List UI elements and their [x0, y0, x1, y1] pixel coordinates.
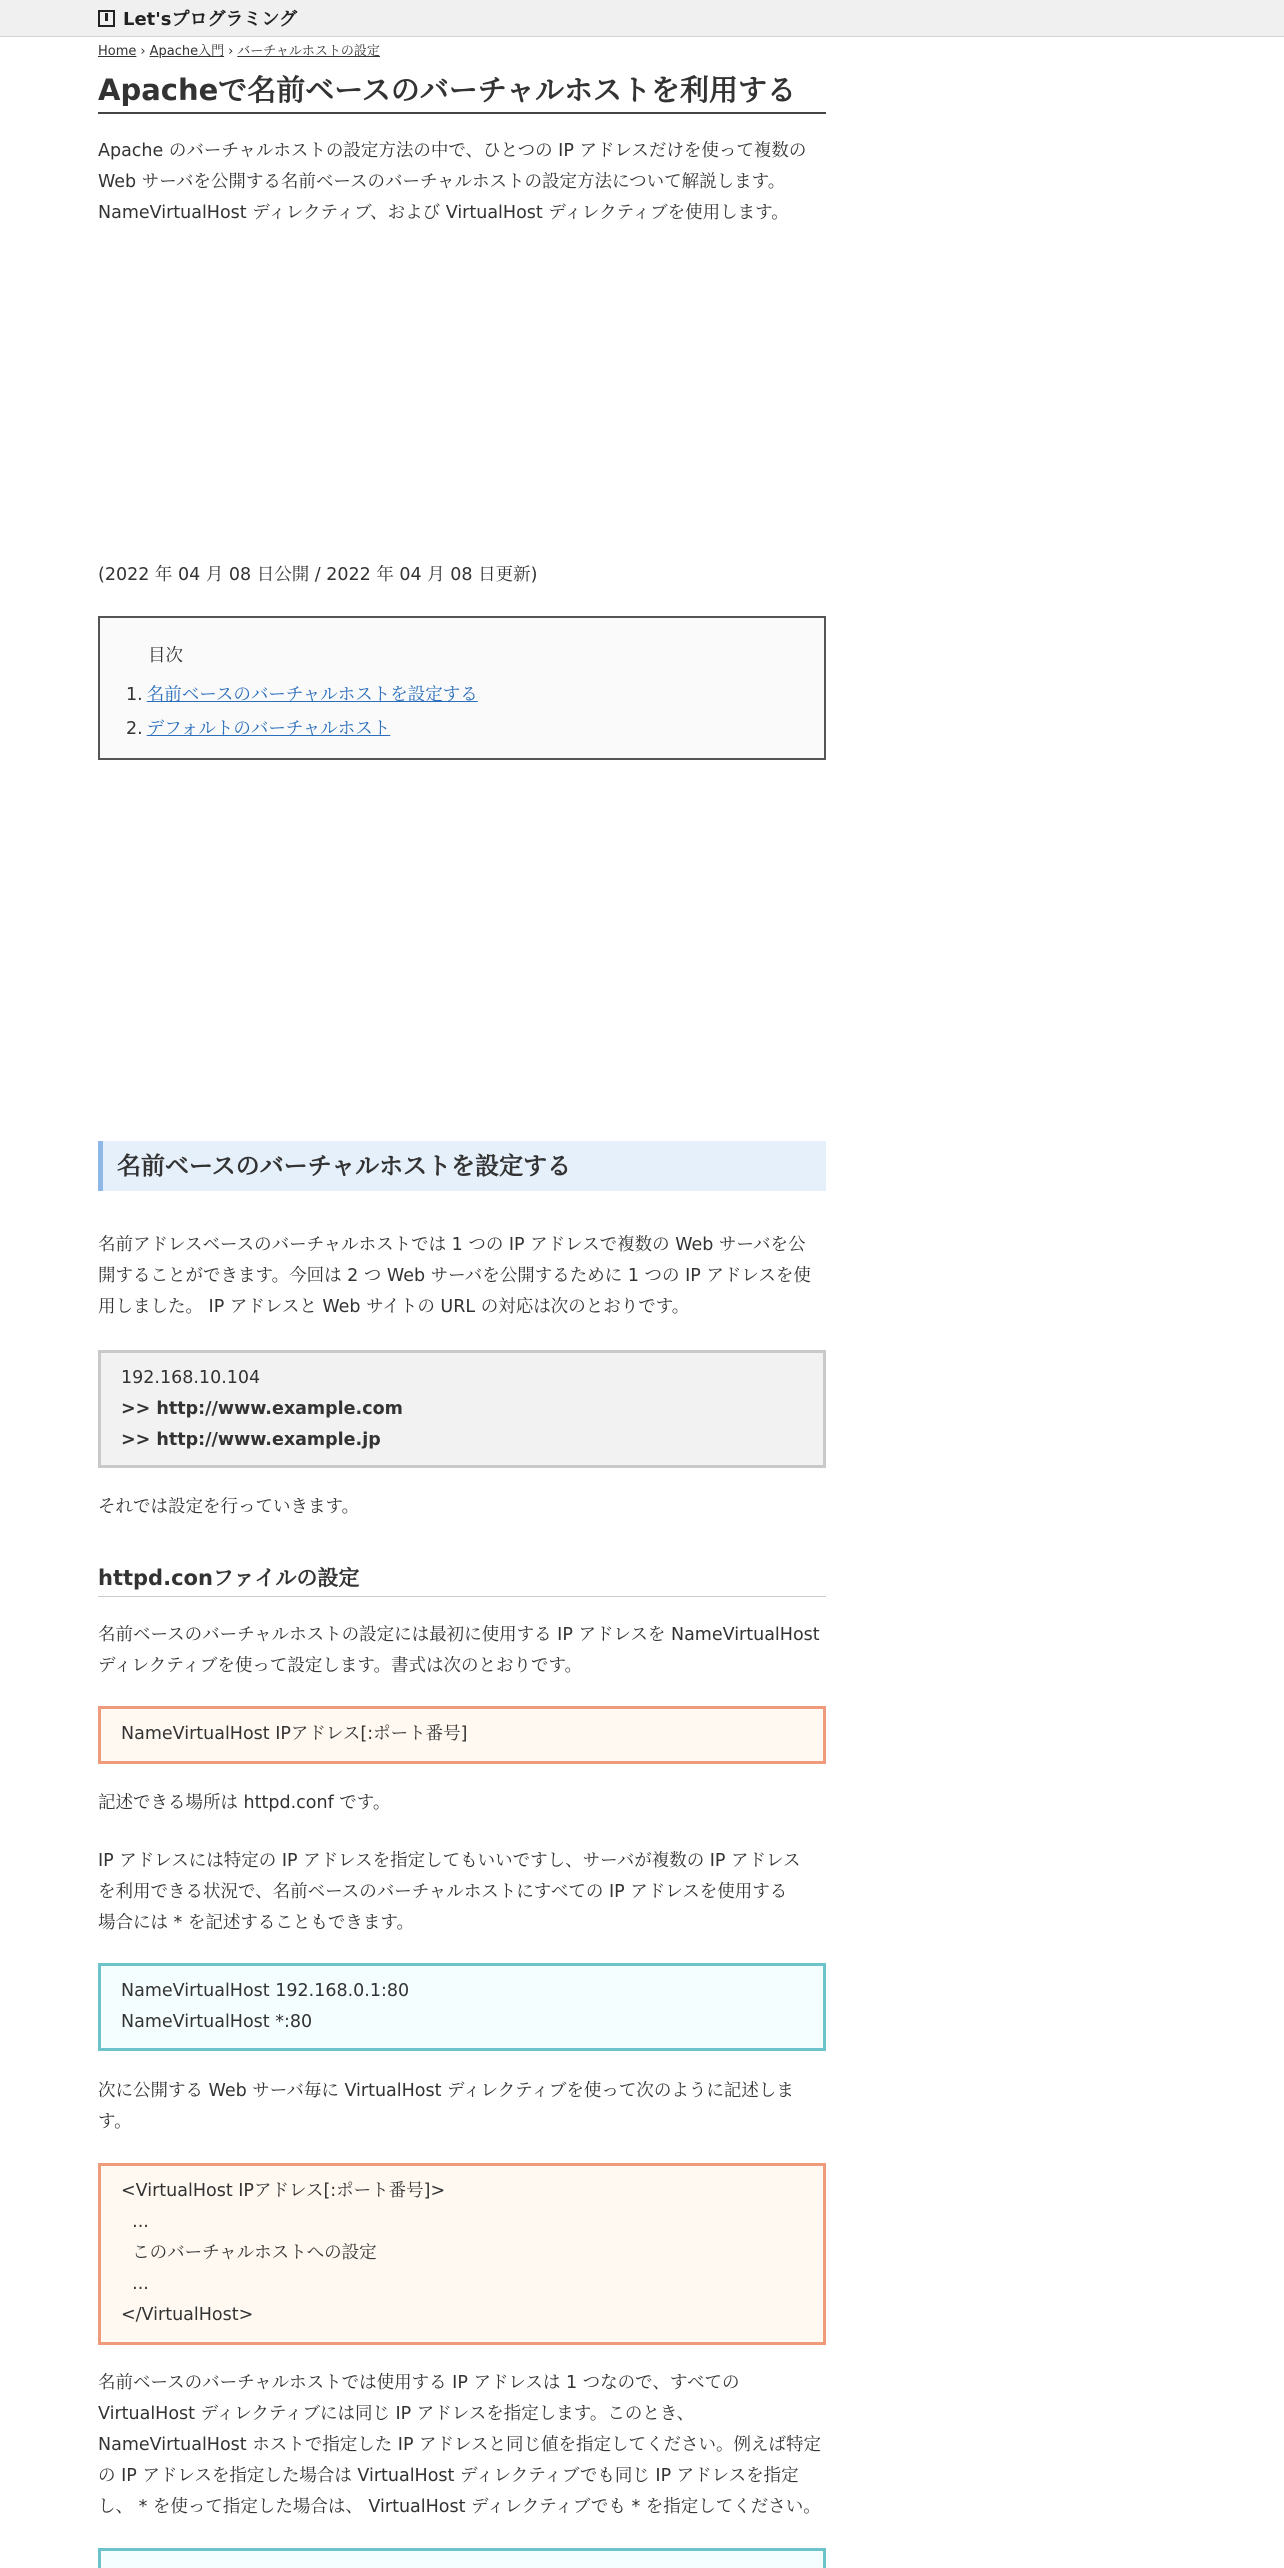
breadcrumb-current[interactable]: バーチャルホストの設定 — [237, 44, 380, 59]
paragraph-line: 開することができます。今回は 2 つ Web サーバを公開するために 1 つの IP アドレスを使 — [98, 1266, 811, 1286]
paragraph-line: 次に公開する Web サーバ毎に VirtualHost ディレクティブを使って次のように記述しま — [98, 2081, 794, 2101]
site-name: Let'sプログラミング — [123, 9, 298, 30]
breadcrumb-separator: › — [228, 44, 234, 59]
paragraph-line: の IP アドレスを指定した場合は VirtualHost ディレクティブでも同じ IP アドレスを指定 — [98, 2466, 799, 2486]
section-paragraph — [98, 1492, 826, 1523]
page-title: Apacheで名前ベースのバーチャルホストを利用する — [98, 70, 826, 114]
example-code-box — [98, 1963, 826, 2051]
intro-paragraph — [98, 136, 826, 229]
paragraph-line: ディレクティブを使って設定します。書式は次のとおりです。 — [98, 1656, 583, 1676]
code-line: ... — [121, 2212, 149, 2232]
intro-line: Web サーバを公開する名前ベースのバーチャルホストの設定方法について解説します。 — [98, 172, 786, 192]
section-paragraph — [98, 1230, 826, 1323]
intro-line: NameVirtualHost ディレクティブ、および VirtualHost ディレクティブを使用します。 — [98, 203, 789, 223]
toc-list — [126, 678, 478, 746]
code-line: NameVirtualHost *:80 — [121, 2012, 313, 2032]
paragraph-line: NameVirtualHost ホストで指定した IP アドレスと同じ値を指定してください。例えば特定 — [98, 2435, 822, 2455]
code-line: NameVirtualHost IPアドレス[:ポート番号] — [121, 1724, 468, 1744]
intro-line: Apache のバーチャルホストの設定方法の中で、ひとつの IP アドレスだけを使って複数の — [98, 141, 807, 161]
site-logo-link[interactable] — [98, 5, 297, 31]
url-example-jp: >> http://www.example.jp — [121, 1430, 381, 1450]
toc-item — [126, 712, 478, 746]
paragraph-line: 場合には * を記述することもできます。 — [98, 1913, 414, 1933]
breadcrumb-home-link[interactable]: Home — [98, 44, 137, 59]
subsection-paragraph — [98, 2076, 826, 2138]
paragraph-line: し、 * を使って指定した場合は、 VirtualHost ディレクティブでも * を指定してください。 — [98, 2497, 821, 2517]
breadcrumb — [98, 40, 380, 59]
virtualhost-code-box — [98, 2163, 826, 2345]
toc-item — [126, 678, 478, 712]
paragraph-line: VirtualHost ディレクティブには同じ IP アドレスを指定します。このとき、 — [98, 2404, 695, 2424]
code-line: NameVirtualHost 192.168.0.1:80 — [121, 1981, 410, 2001]
book-icon — [98, 10, 115, 27]
site-header — [0, 0, 1284, 37]
paragraph-line: す。 — [98, 2112, 132, 2132]
toc-item-number: 1. — [126, 685, 143, 705]
code-line: </VirtualHost> — [121, 2305, 254, 2325]
paragraph-line: 記述できる場所は httpd.conf です。 — [98, 1793, 391, 1813]
next-code-box — [98, 2548, 826, 2568]
paragraph-line: 名前ベースのバーチャルホストでは使用する IP アドレスは 1 つなので、すべての — [98, 2373, 740, 2393]
publish-date: (2022 年 04 月 08 日公開 / 2022 年 04 月 08 日更新) — [98, 565, 538, 585]
code-line: ... — [121, 2274, 149, 2294]
toc-link-name-based[interactable]: 名前ベースのバーチャルホストを設定する — [146, 685, 478, 705]
ip-address: 192.168.10.104 — [121, 1368, 261, 1388]
table-of-contents — [98, 616, 826, 760]
paragraph-line: それでは設定を行っていきます。 — [98, 1497, 360, 1517]
paragraph-line: 名前ベースのバーチャルホストの設定には最初に使用する IP アドレスを NameVirtualHost — [98, 1625, 820, 1645]
section-heading: 名前ベースのバーチャルホストを設定する — [98, 1141, 826, 1191]
toc-link-default-host[interactable]: デフォルトのバーチャルホスト — [146, 719, 391, 739]
url-example-com: >> http://www.example.com — [121, 1399, 403, 1419]
subsection-paragraph — [98, 1620, 826, 1682]
paragraph-line: 用しました。 IP アドレスと Web サイトの URL の対応は次のとおりです。 — [98, 1297, 690, 1317]
code-line: このバーチャルホストへの設定 — [121, 2243, 377, 2263]
breadcrumb-section-link[interactable]: Apache入門 — [149, 44, 225, 59]
ip-url-box — [98, 1350, 826, 1468]
syntax-code-box — [98, 1706, 826, 1764]
subsection-paragraph — [98, 2368, 826, 2523]
subsection-heading: httpd.conファイルの設定 — [98, 1562, 826, 1597]
toc-title: 目次 — [148, 646, 183, 666]
toc-item-number: 2. — [126, 719, 143, 739]
subsection-paragraph — [98, 1788, 826, 1819]
breadcrumb-separator: › — [140, 44, 146, 59]
subsection-paragraph — [98, 1846, 826, 1939]
paragraph-line: を利用できる状況で、名前ベースのバーチャルホストにすべての IP アドレスを使用する — [98, 1882, 788, 1902]
paragraph-line: 名前アドレスベースのバーチャルホストでは 1 つの IP アドレスで複数の Web サーバを公 — [98, 1235, 806, 1255]
paragraph-line: IP アドレスには特定の IP アドレスを指定してもいいですし、サーバが複数の IP アドレス — [98, 1851, 801, 1871]
code-line: <VirtualHost IPアドレス[:ポート番号]> — [121, 2181, 446, 2201]
